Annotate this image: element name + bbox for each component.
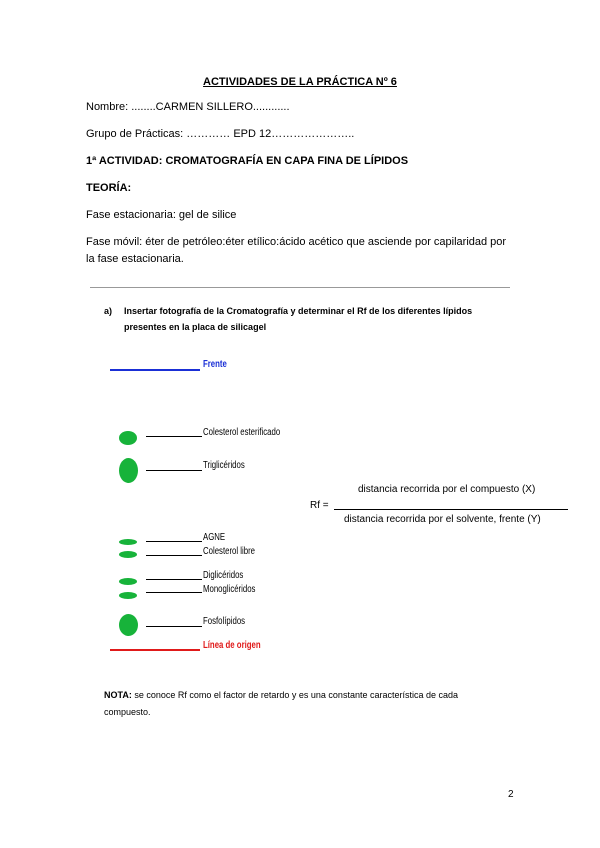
fraction-bar: [334, 509, 568, 510]
section-divider: [90, 287, 510, 288]
origin-line: [110, 649, 200, 651]
label-digliceridos: Diglicéridos: [203, 570, 244, 581]
mobile-phase-line2: la fase estacionaria.: [86, 253, 184, 265]
mobile-phase-line1: Fase móvil: éter de petróleo:éter etílico:ácido acético que asciende por capilaridad por: [86, 236, 507, 248]
rf-denominator: distancia recorrida por el solvente, frente (Y): [344, 514, 541, 525]
spot-monogliceridos: [119, 592, 137, 599]
practice-group: Grupo de Prácticas: ………… EPD 12…………………..: [86, 128, 355, 140]
leader-line: [146, 626, 202, 627]
spot-agne: [119, 539, 137, 545]
question-marker: a): [104, 306, 113, 316]
rf-lhs: Rf =: [310, 500, 329, 511]
question-line2: presentes en la placa de silicagel: [124, 322, 267, 332]
leader-line: [146, 541, 202, 542]
page-number: 2: [508, 789, 514, 800]
question-line1: Insertar fotografía de la Cromatografía y determinar el Rf de los diferentes lípidos: [124, 306, 473, 316]
label-colesterol-esterificado: Colesterol esterificado: [203, 427, 281, 438]
theory-heading: TEORÍA:: [86, 182, 132, 194]
note-line1: [104, 690, 458, 700]
stationary-phase: Fase estacionaria: gel de silice: [86, 209, 237, 221]
note-label: NOTA:: [104, 690, 132, 700]
spot-fosfolipidos: [119, 614, 138, 636]
rf-numerator: distancia recorrida por el compuesto (X): [358, 484, 536, 495]
label-agne: AGNE: [203, 532, 226, 543]
label-trigliceridos: Triglicéridos: [203, 460, 245, 471]
leader-line: [146, 579, 202, 580]
label-monogliceridos: Monoglicéridos: [203, 584, 256, 595]
leader-line: [146, 592, 202, 593]
spot-colesterol-libre: [119, 551, 137, 558]
page-title: ACTIVIDADES DE LA PRÁCTICA Nº 6: [203, 76, 397, 88]
origin-line-label: Línea de origen: [203, 640, 261, 651]
student-name: Nombre: ........CARMEN SILLERO............: [86, 101, 290, 113]
note-line2: compuesto.: [104, 707, 151, 717]
label-colesterol-libre: Colesterol libre: [203, 546, 256, 557]
spot-trigliceridos: [119, 458, 138, 483]
spot-colesterol-esterificado: [119, 431, 137, 445]
note-text-1: se conoce Rf como el factor de retardo y es una constante característica de cada: [131, 690, 459, 700]
solvent-front-label: Frente: [203, 359, 227, 370]
leader-line: [146, 470, 202, 471]
activity-heading: 1ª ACTIVIDAD: CROMATOGRAFÍA EN CAPA FINA DE LÍPIDOS: [86, 155, 409, 167]
spot-digliceridos: [119, 578, 137, 585]
leader-line: [146, 436, 202, 437]
leader-line: [146, 555, 202, 556]
label-fosfolipidos: Fosfolípidos: [203, 616, 246, 627]
solvent-front-line: [110, 369, 200, 371]
